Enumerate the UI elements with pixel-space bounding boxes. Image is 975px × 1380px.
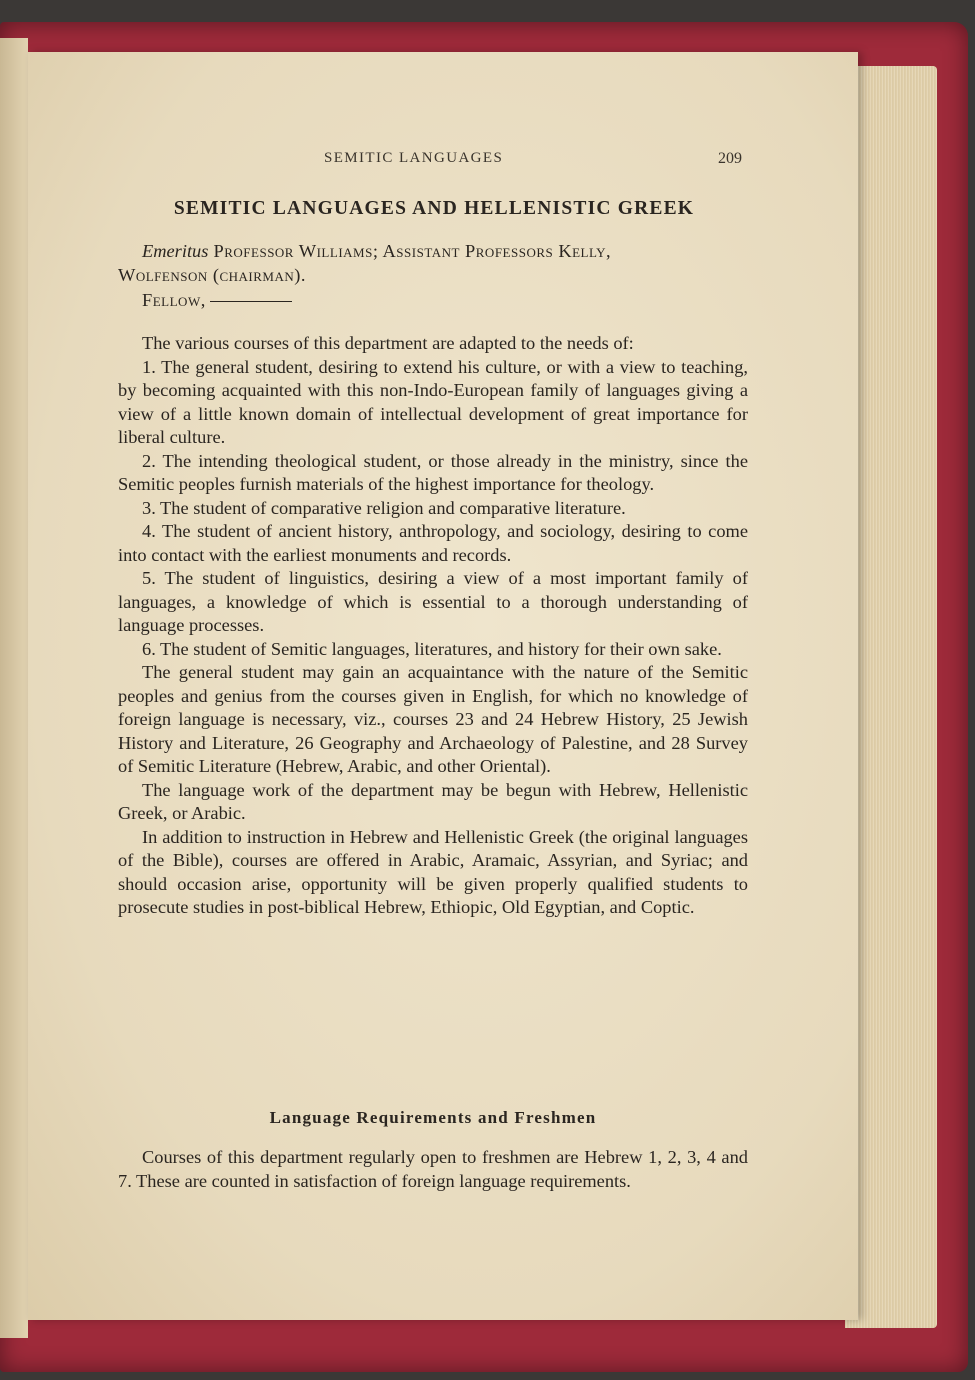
paragraph: Courses of this department regularly open to freshmen are Hebrew 1, 2, 3, 4 and 7. These are counted in satisfaction of foreign language requirements. [118,1147,748,1191]
page-number: 209 [718,150,742,167]
running-head: SEMITIC LANGUAGES [324,150,504,166]
paragraph: The general student may gain an acquaintance with the nature of the Semitic peoples and genius from the courses given in English, for which no knowledge of foreign language is necessary, viz., courses 23 and 24 Hebrew History, 25 Jewish History and Literature, 26 Geography and Archaeology of Palestine, and 28 Survey of Semitic Literature (Hebrew, Arabic, and other Oriental). [118,662,748,776]
staff-listing [118,240,748,287]
staff-line-2: Wolfenson (chairman). [118,264,306,285]
paragraph: 2. The intending theological student, or those already in the ministry, since the Semitic peoples furnish materials of the highest importance for theology. [118,450,748,494]
emeritus-label: Emeritus [142,241,209,261]
section-title: SEMITIC LANGUAGES AND HELLENISTIC GREEK [173,198,695,219]
fellow-line [118,289,772,313]
paragraph: The language work of the department may be begun with Hebrew, Hellenistic Greek, or Arabic. [118,779,748,823]
paragraph: 4. The student of ancient history, anthropology, and sociology, desiring to come into contact with the earliest monuments and records. [118,521,748,565]
paragraph: 5. The student of linguistics, desiring a view of a most important family of languages, a knowledge of which is essential to a thorough understanding of language processes. [118,568,748,635]
staff-names-1: Professor Williams; Assistant Professors Kelly, [208,241,612,261]
paragraph: The various courses of this department are adapted to the needs of: [142,333,634,353]
staff-line-1 [118,240,748,264]
fellow-blank-rule [210,301,292,302]
requirements-text [118,1146,748,1193]
page-block-edge [845,66,937,1328]
main-text [118,332,748,920]
paragraph: 6. The student of Semitic languages, literatures, and history for their own sake. [142,638,722,659]
paragraph: 1. The general student, desiring to extend his culture, or with a view to teaching, by becoming acquainted with this non-Indo-European family of languages giving a view of a little known domain of intellectual development of great importance for liberal culture. [118,356,748,447]
paragraph: In addition to instruction in Hebrew and Hellenistic Greek (the original languages of the Bible), courses are offered in Arabic, Aramaic, Assyrian, and Syriac; and should occasion arise, opportunity will be given properly qualified students to prosecute studies in post-biblical Hebrew, Ethiopic, Old Egyptian, and Coptic. [118,826,748,917]
paragraph: 3. The student of comparative religion and comparative literature. [142,497,626,518]
left-page-edge [0,38,28,1338]
subheading: Language Requirements and Freshmen [269,1108,597,1127]
fellow-label: Fellow, [142,290,206,310]
